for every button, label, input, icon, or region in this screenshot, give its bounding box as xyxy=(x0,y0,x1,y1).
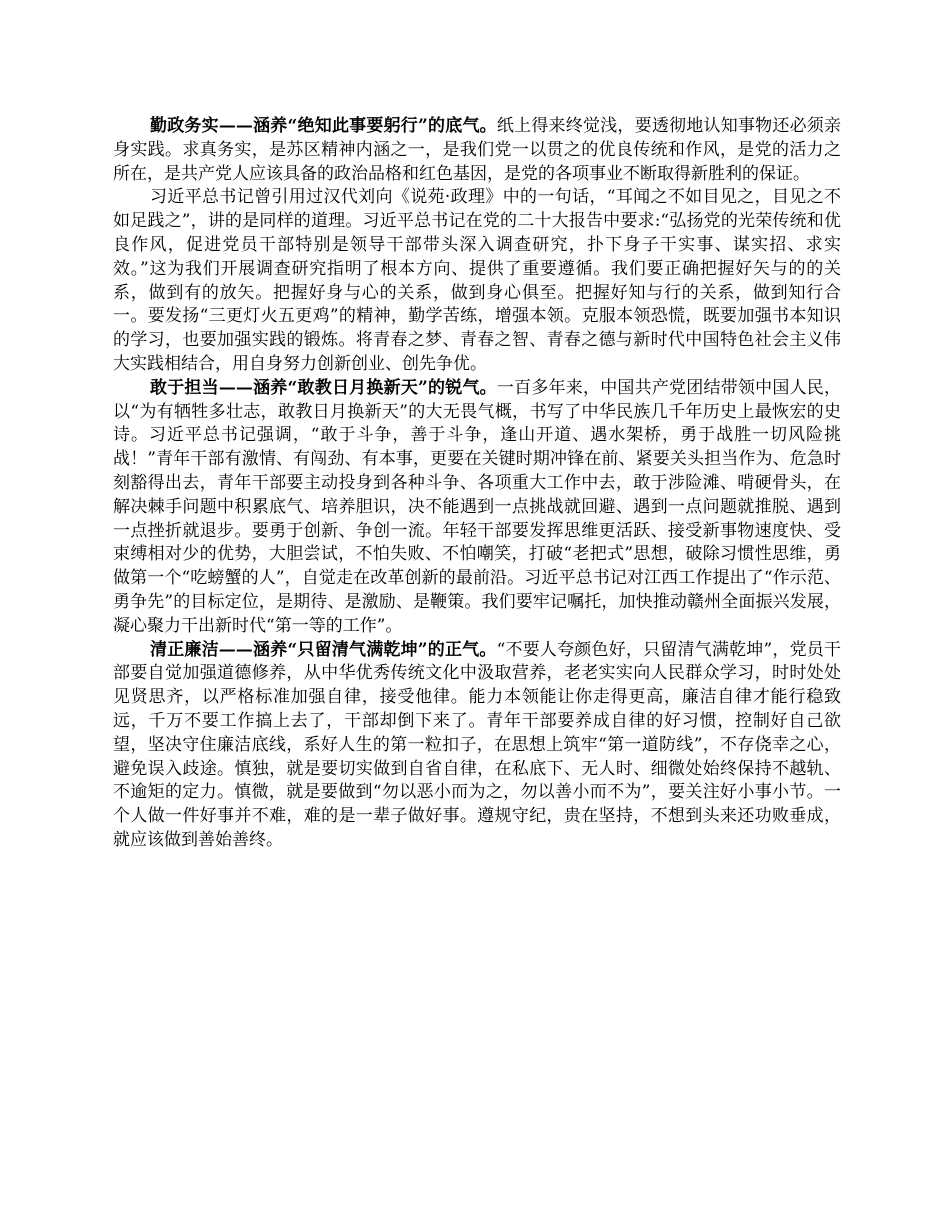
paragraph-responsibility xyxy=(113,377,841,639)
paragraph-research xyxy=(113,186,841,376)
paragraph-text: 一百多年来，中国共产党团结带领中国人民，以“为有牺牲多壮志，敢教日月换新天”的大无畏气概，书写了中华民族几千年历史上最恢宏的史诗。习近平总书记强调，“敢于斗争，善于斗争，逢山开道、遇水架桥，勇于战胜一切风险挑战！”青年干部有激情、有闯劲、有本事，更要在关键时期冲锋在前、紧要关头担当作为、危急时刻豁得出去，青年干部要主动投身到各种斗争、各项重大工作中去，敢于涉险滩、啃硬骨头，在解决棘手问题中积累底气、培养胆识，决不能遇到一点挑战就回避、遇到一点问题就推脱、遇到一点挫折就退步。要勇于创新、争创一流。年轻干部要发挥思维更活跃、接受新事物速度快、受束缚相对少的优势，大胆尝试，不怕失败、不怕嘲笑，打破“老把式”思想，破除习惯性思维，勇做第一个“吃螃蟹的人”，自觉走在改革创新的最前沿。习近平总书记对江西工作提出了“作示范、勇争先”的目标定位，是期待、是激励、是鞭策。我们要牢记嘱托，加快推动赣州全面振兴发展，凝心聚力干出新时代“第一等的工作”。 xyxy=(113,377,842,636)
paragraph-integrity xyxy=(113,639,841,853)
paragraph-heading: 勤政务实——涵养“绝知此事要躬行”的底气。 xyxy=(150,116,497,136)
paragraph-text: 纸上得来终觉浅，要透彻地认知事物还必须亲身实践。求真务实，是苏区精神内涵之一，是我们党一以贯之的优良传统和作风，是党的活力之所在，是共产党人应该具备的政治品格和红色基因，是党的各项事业不断取得新胜利的保证。 xyxy=(113,116,842,184)
paragraph-heading: 清正廉洁——涵养“只留清气满乾坤”的正气。 xyxy=(150,639,497,660)
paragraph-heading: 敢于担当——涵养“敢教日月换新天”的锐气。 xyxy=(150,377,497,398)
paragraph-text: 习近平总书记曾引用过汉代刘向《说苑·政理》中的一句话，“耳闻之不如目见之，目见之不如足践之”，讲的是同样的道理。习近平总书记在党的二十大报告中要求:“弘扬党的光荣传统和优良作风，促进党员干部特别是领导干部带头深入调查研究，扑下身子干实事、谋实招、求实效。”这为我们开展调查研究指明了根本方向、提供了重要遵循。我们要正确把握好矢与的的关系，做到有的放矢。把握好身与心的关系，做到身心俱至。把握好知与行的关系，做到知行合一。要发扬“三更灯火五更鸡”的精神，勤学苦练，增强本领。克服本领恐慌，既要加强书本知识的学习，也要加强实践的锻炼。将青春之梦、青春之智、青春之德与新时代中国特色社会主义伟大实践相结合，用自身努力创新创业、创先争优。 xyxy=(113,187,841,374)
paragraph-diligence xyxy=(113,115,841,186)
document-body xyxy=(113,115,841,853)
paragraph-text: “不要人夸颜色好，只留清气满乾坤”，党员干部要自觉加强道德修养，从中华优秀传统文化中汲取营养，老老实实向人民群众学习，时时处处见贤思齐，以严格标准加强自律，接受他律。能力本领能让你走得更高，廉洁自律才能行稳致远，千万不要工作搞上去了，干部却倒下来了。青年干部要养成自律的好习惯，控制好自己欲望，坚决守住廉洁底线，系好人生的第一粒扣子，在思想上筑牢“第一道防线”，不存侥幸之心，避免误入歧途。慎独，就是要切实做到自省自律，在私底下、无人时、细微处始终保持不越轨、不逾矩的定力。慎微，就是要做到“勿以恶小而为之，勿以善小而不为”，要关注好小事小节。一个人做一件好事并不难，难的是一辈子做好事。遵规守纪，贵在坚持，不想到头来还功败垂成，就应该做到善始善终。 xyxy=(113,639,841,850)
